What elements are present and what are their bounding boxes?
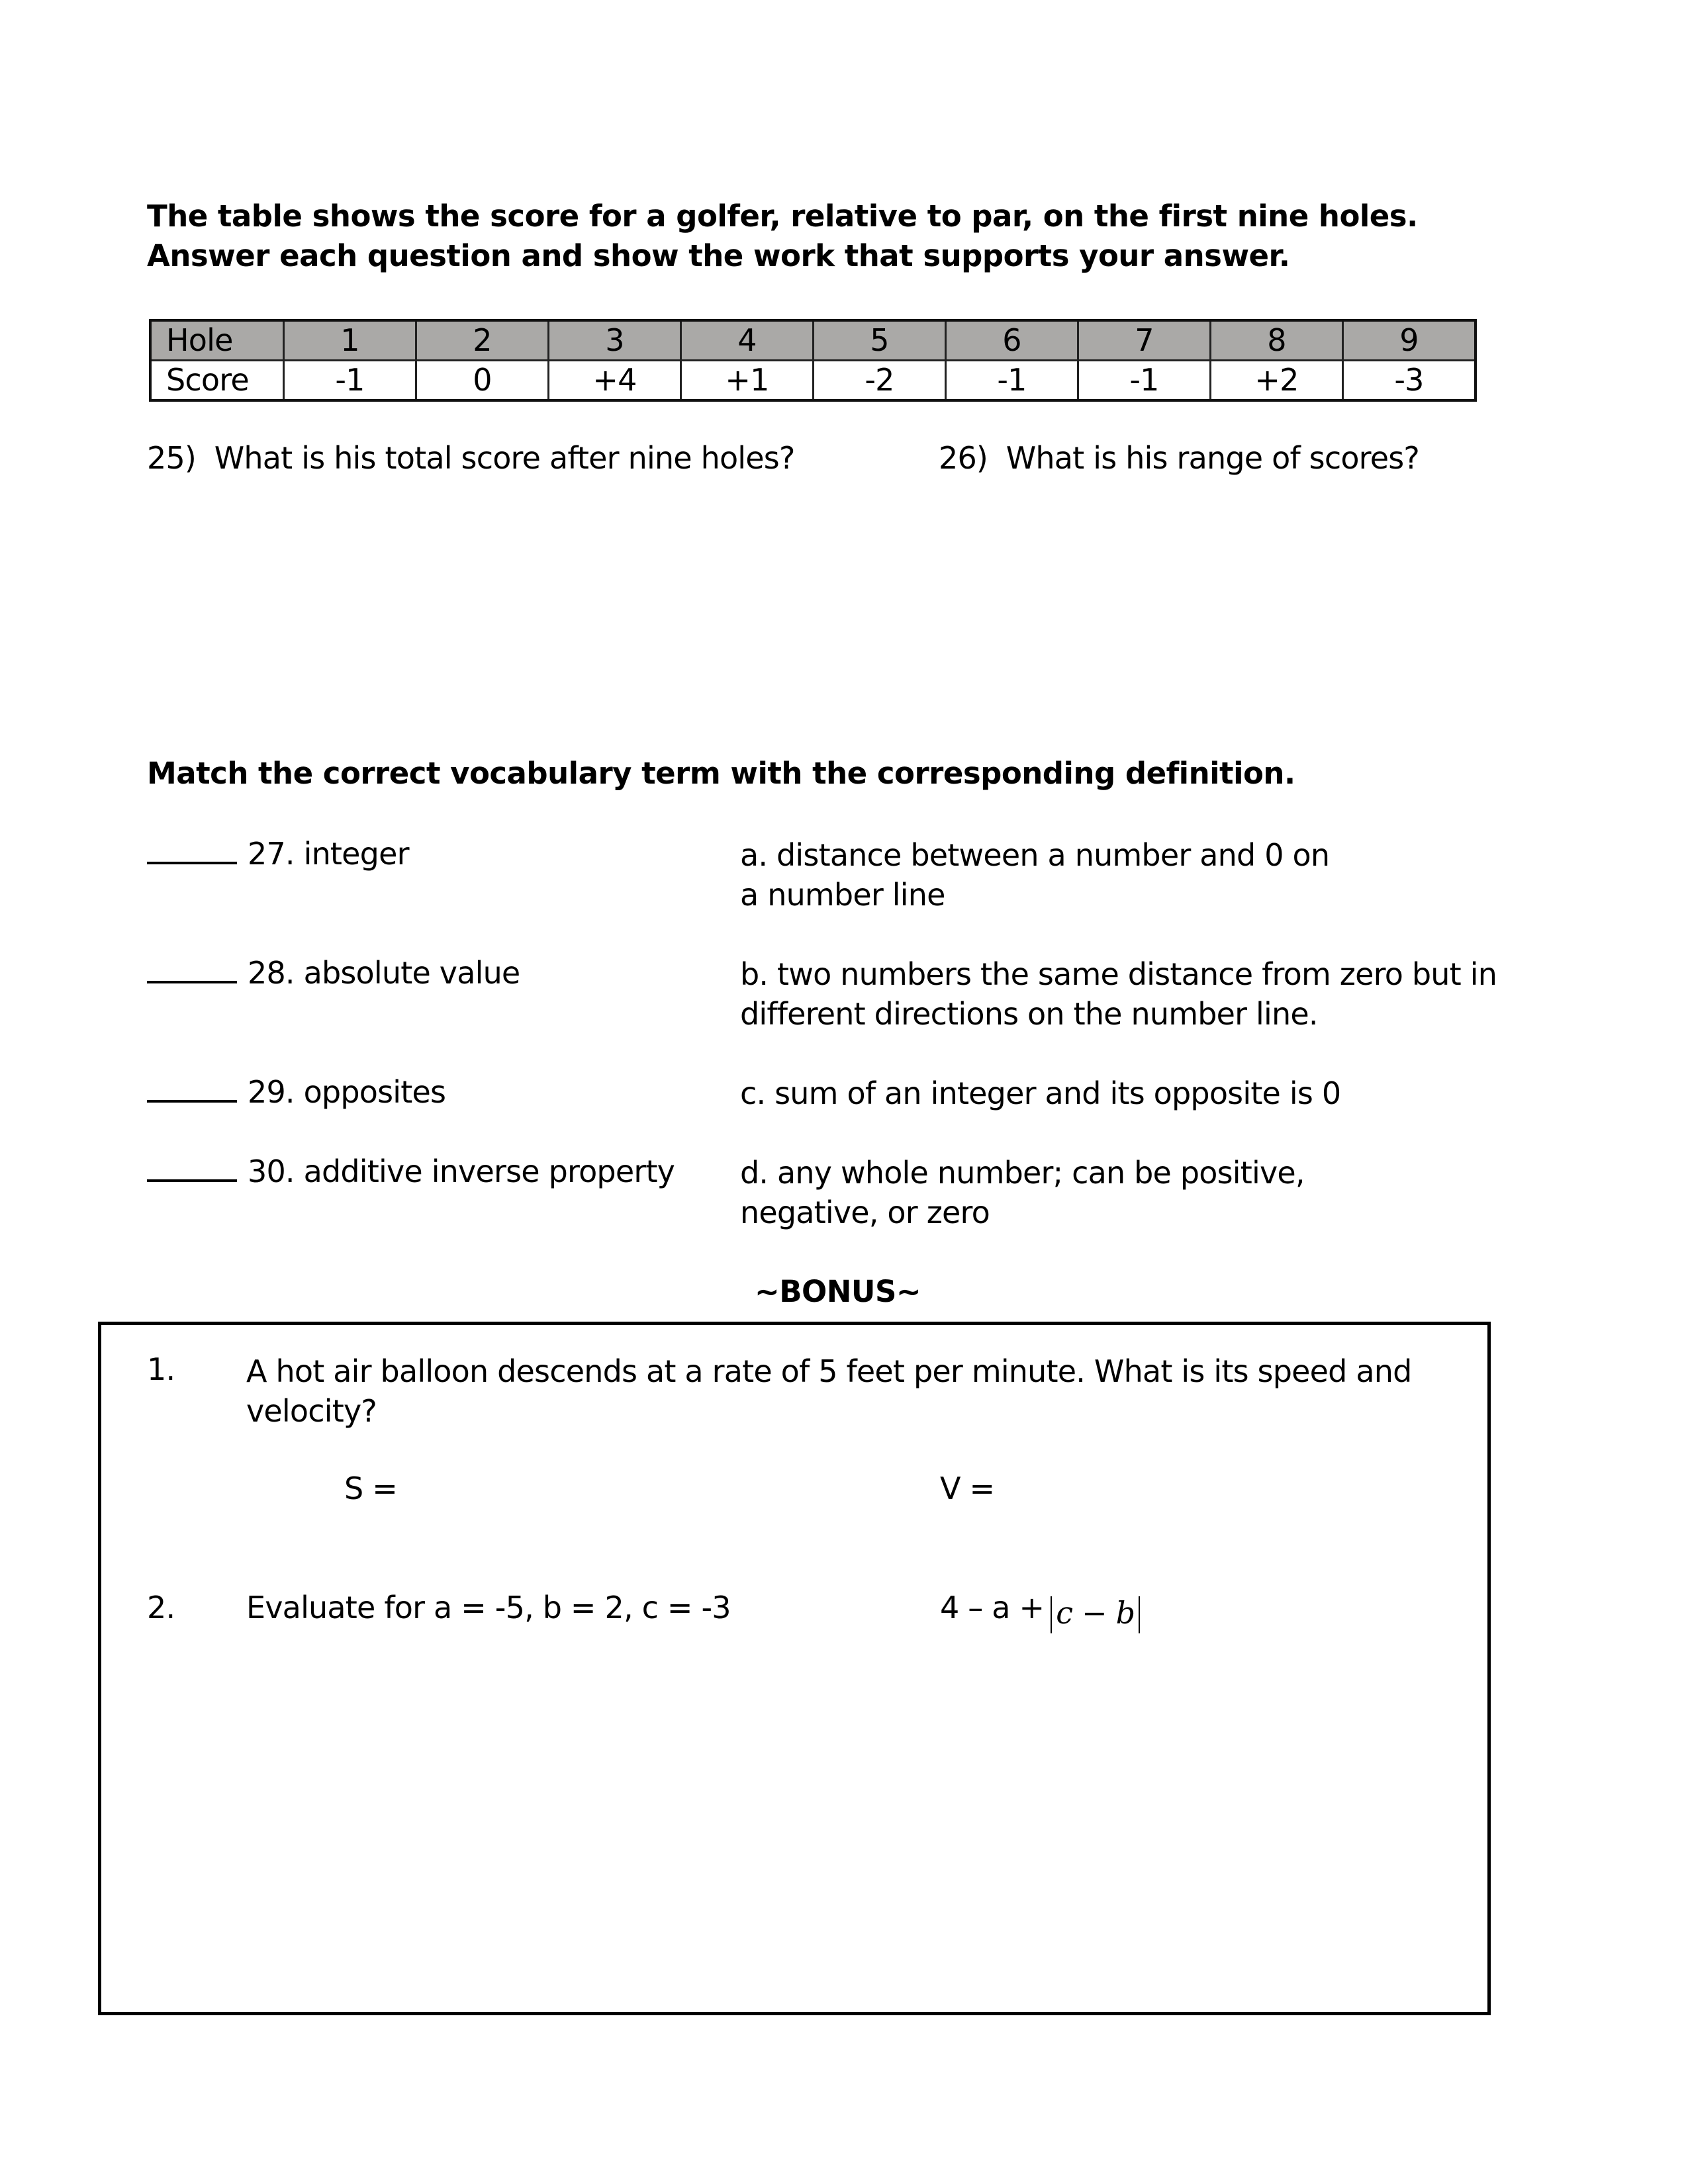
- question-number: 26): [939, 440, 988, 476]
- answer-blank[interactable]: [147, 1153, 237, 1182]
- velocity-label: V =: [940, 1471, 995, 1506]
- hole-cell: 6: [946, 320, 1078, 361]
- bonus-q2-text: Evaluate for a = -5, b = 2, c = -3: [246, 1590, 731, 1625]
- score-cell: +2: [1211, 361, 1343, 401]
- matching-instructions: Match the correct vocabulary term with the corresponding definition.: [147, 756, 1295, 791]
- term-29: [147, 1073, 445, 1110]
- score-cell: +1: [681, 361, 814, 401]
- bonus-q2-expression: [940, 1590, 1140, 1633]
- term-text: opposites: [303, 1074, 446, 1110]
- golf-instructions-line-2: Answer each question and show the work that supports your answer.: [147, 238, 1290, 273]
- question-text: What is his total score after nine holes?: [214, 440, 795, 476]
- score-cell: -1: [946, 361, 1078, 401]
- bonus-q1-number: 1.: [147, 1351, 175, 1387]
- definition-line: negative, or zero: [740, 1195, 990, 1230]
- definition-a: [740, 835, 1329, 915]
- hole-cell: 3: [549, 320, 681, 361]
- bonus-q1-line: A hot air balloon descends at a rate of 5 feet per minute. What is its speed and: [246, 1353, 1412, 1389]
- hole-cell: 2: [416, 320, 549, 361]
- row-label-hole: Hole: [150, 320, 284, 361]
- bonus-q1-text: [246, 1351, 1411, 1431]
- definition-line: d. any whole number; can be positive,: [740, 1155, 1305, 1191]
- answer-blank[interactable]: [147, 835, 237, 864]
- question-number: 25): [147, 440, 197, 476]
- question-text: What is his range of scores?: [1006, 440, 1420, 476]
- score-cell: +4: [549, 361, 681, 401]
- score-cell: -2: [814, 361, 946, 401]
- absolute-value-expression: c − b: [1051, 1596, 1140, 1633]
- term-number: 28.: [248, 955, 295, 991]
- answer-blank[interactable]: [147, 954, 237, 983]
- term-27: [147, 835, 409, 872]
- term-number: 29.: [248, 1074, 295, 1110]
- expression-prefix: 4 – a +: [940, 1590, 1045, 1625]
- row-label-score: Score: [150, 361, 284, 401]
- score-cell: -3: [1343, 361, 1476, 401]
- definition-c: [740, 1073, 1340, 1113]
- hole-cell: 5: [814, 320, 946, 361]
- term-28: [147, 954, 520, 991]
- term-text: integer: [303, 836, 409, 872]
- table-row-score: [150, 361, 1476, 401]
- speed-label: S =: [344, 1471, 397, 1506]
- definition-b: [740, 954, 1497, 1034]
- table-row-hole: [150, 320, 1476, 361]
- definition-d: [740, 1153, 1305, 1232]
- bonus-title: ~BONUS~: [755, 1274, 921, 1309]
- question-26: [939, 440, 1419, 476]
- hole-cell: 1: [284, 320, 416, 361]
- golf-instructions-line-1: The table shows the score for a golfer, relative to par, on the first nine holes.: [147, 199, 1418, 234]
- golf-score-table: [149, 319, 1477, 402]
- term-30: [147, 1153, 675, 1189]
- definition-line: a number line: [740, 877, 945, 913]
- hole-cell: 4: [681, 320, 814, 361]
- term-text: absolute value: [303, 955, 520, 991]
- definition-line: a. distance between a number and 0 on: [740, 837, 1330, 873]
- definition-line: c. sum of an integer and its opposite is 0: [740, 1075, 1341, 1111]
- score-cell: -1: [284, 361, 416, 401]
- score-cell: 0: [416, 361, 549, 401]
- hole-cell: 9: [1343, 320, 1476, 361]
- definition-line: different directions on the number line.: [740, 996, 1318, 1032]
- hole-cell: 8: [1211, 320, 1343, 361]
- question-25: [147, 440, 795, 476]
- answer-blank[interactable]: [147, 1073, 237, 1103]
- term-number: 30.: [248, 1154, 295, 1189]
- score-cell: -1: [1078, 361, 1211, 401]
- definition-line: b. two numbers the same distance from zero but in: [740, 956, 1497, 992]
- term-text: additive inverse property: [303, 1154, 675, 1189]
- bonus-q1-line: velocity?: [246, 1393, 377, 1429]
- bonus-q2-number: 2.: [147, 1590, 175, 1625]
- term-number: 27.: [248, 836, 295, 872]
- hole-cell: 7: [1078, 320, 1211, 361]
